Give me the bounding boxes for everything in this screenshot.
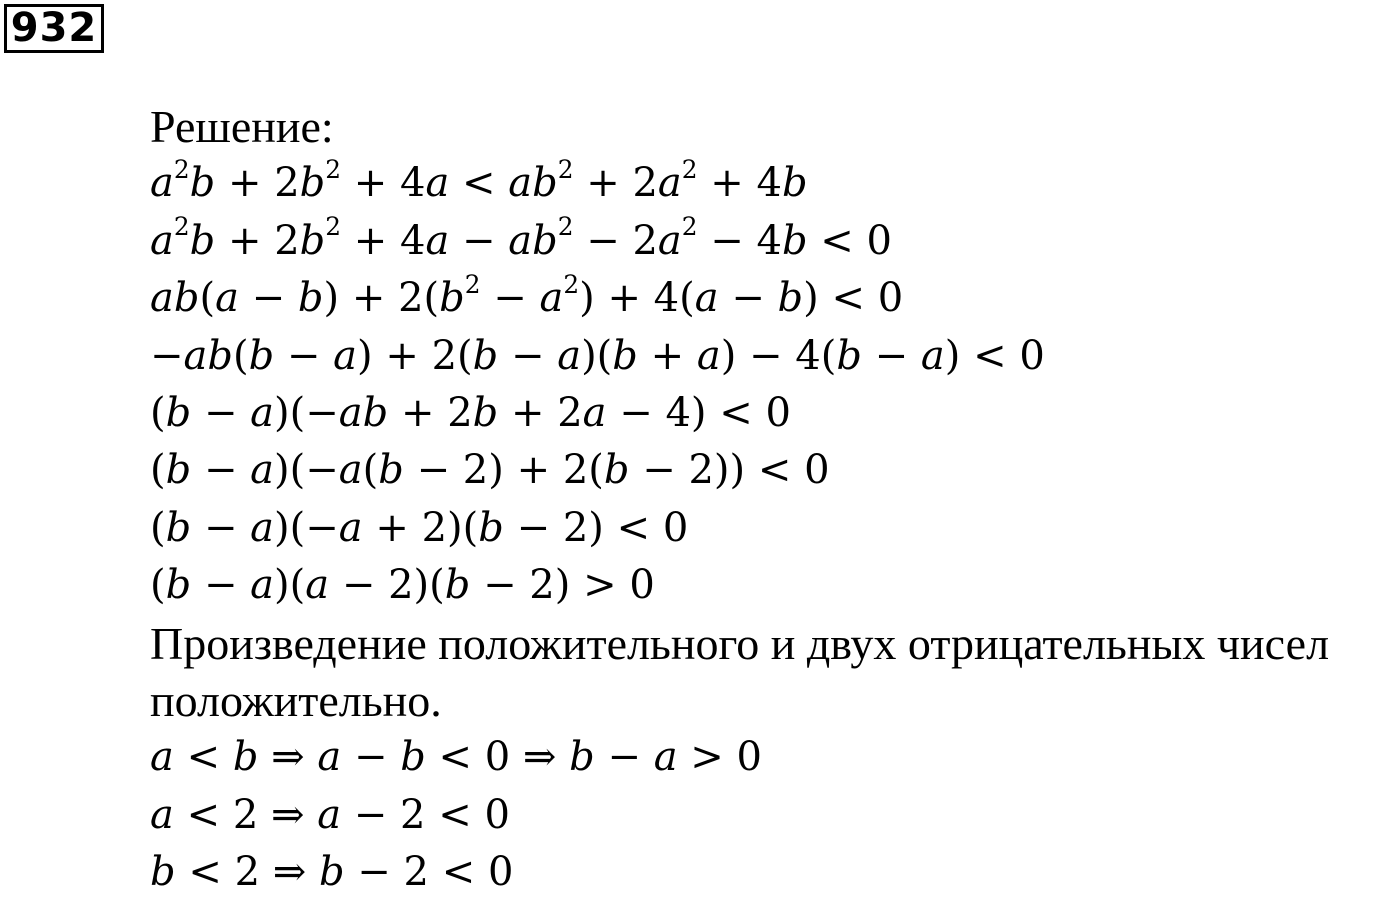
step-8: (b − a)(a − 2)(b − 2) > 0 (150, 562, 655, 609)
step-5: (b − a)(−ab + 2b + 2a − 4) < 0 (150, 389, 791, 436)
step-7: (b − a)(−a + 2)(b − 2) < 0 (150, 504, 689, 551)
step-6: (b − a)(−a(b − 2) + 2(b − 2)) < 0 (150, 447, 830, 494)
solution-heading: Решение: (150, 101, 334, 152)
step-4: −ab(b − a) + 2(b − a)(b + a) − 4(b − a) < 0 (150, 332, 1045, 379)
step-3: $ab(a - b) + 2(b^2 - a^2) + 4(a - b) < 0$ (150, 269, 904, 322)
explanation-line-2: положительно. (150, 674, 442, 726)
step-1: $a^2b + 2b^2 + 4a < ab^2 + 2a^2 + 4b$ (150, 154, 808, 207)
conclusion-2: a < 2 ⇒ a − 2 < 0 (150, 791, 510, 838)
conclusion-3: b < 2 ⇒ b − 2 < 0 (150, 849, 514, 896)
step-2: $a^2b + 2b^2 + 4a - ab^2 - 2a^2 - 4b < 0$ (150, 212, 892, 264)
conclusion-1: a < b ⇒ a − b < 0 ⇒ b − a > 0 (150, 734, 762, 781)
solution (150, 98, 1395, 901)
problem-number: 932 (4, 4, 104, 53)
explanation-line-1: Произведение положительного и двух отрицательных чисел (150, 617, 1330, 669)
